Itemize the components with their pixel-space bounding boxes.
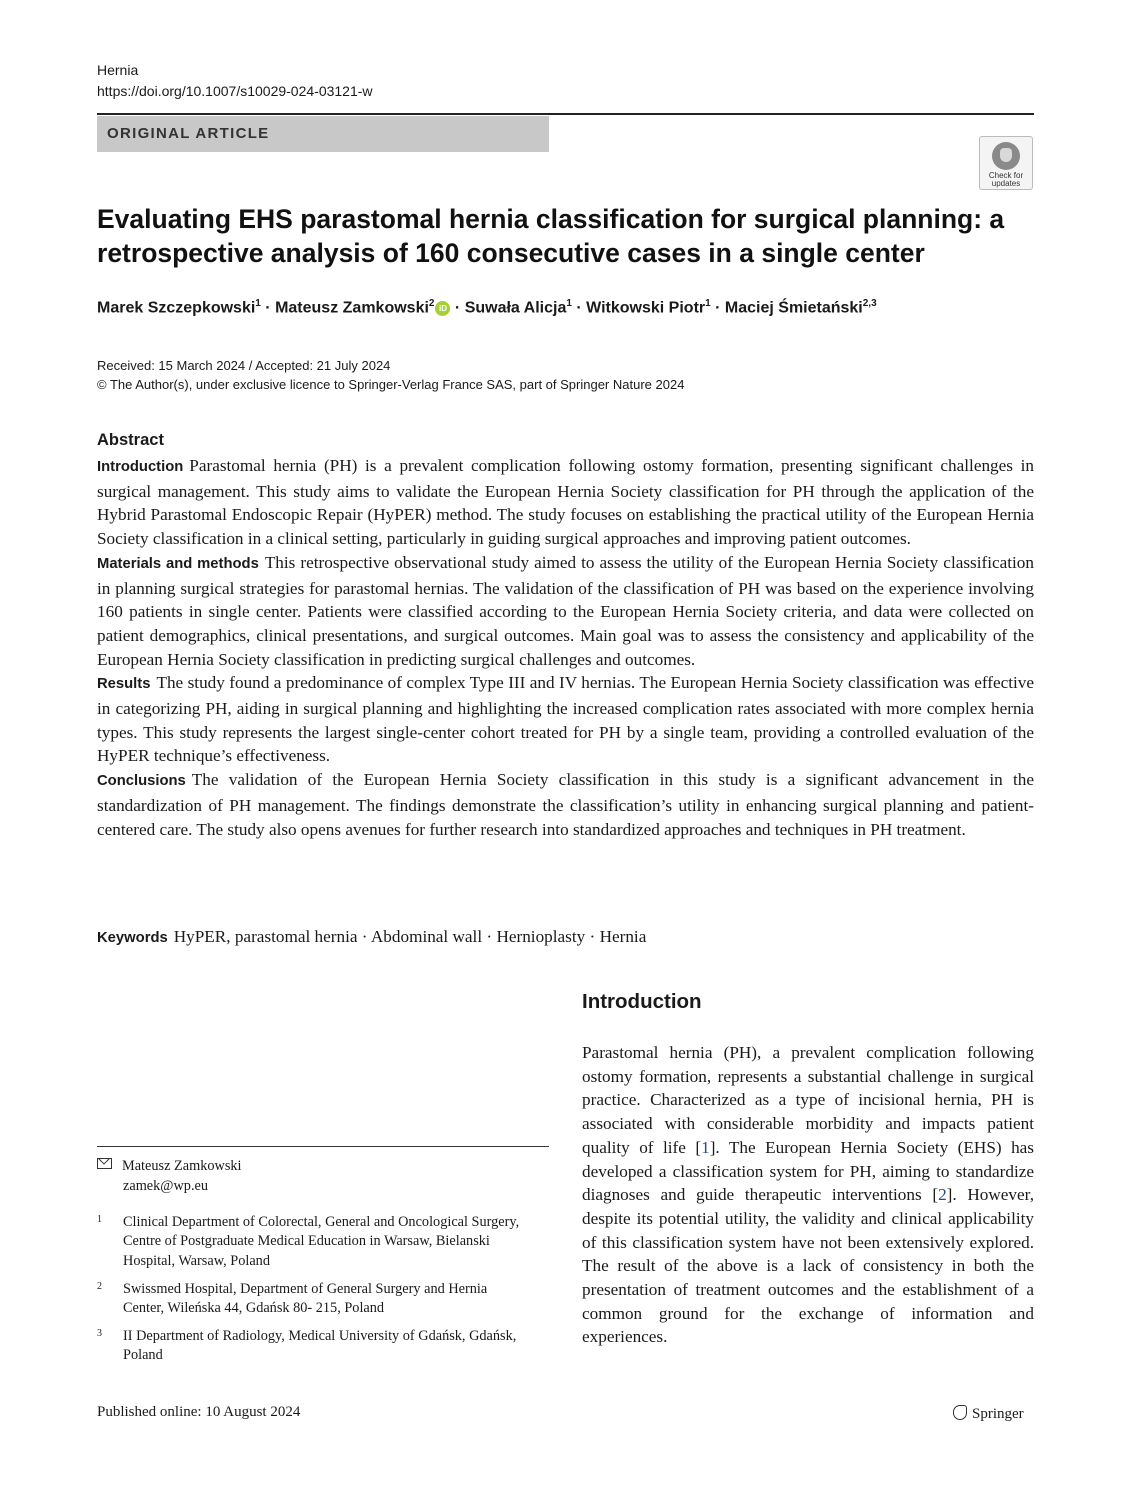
keyword: HyPER, parastomal hernia	[173, 927, 358, 946]
corresponding-author-name: Mateusz Zamkowski	[122, 1158, 242, 1174]
author-affiliation-mark: 1	[566, 298, 572, 309]
abstract-section-label: Results	[97, 676, 151, 693]
introduction-paragraph	[582, 1041, 1034, 1349]
abstract-section	[97, 671, 1034, 768]
abstract-section-label: Conclusions	[97, 773, 186, 790]
affiliation-text: II Department of Radiology, Medical University of Gdańsk, Gdańsk, Poland	[123, 1328, 517, 1364]
affiliation-number: 2	[97, 1281, 102, 1292]
article-title: Evaluating EHS parastomal hernia classification for surgical planning: a retrospective analysis of 160 consecutive cases in a single center	[97, 204, 1005, 268]
keyword-separator: ·	[585, 927, 600, 946]
keyword-separator: ·	[357, 927, 371, 946]
corresponding-author	[97, 1156, 242, 1196]
abstract-section	[97, 454, 1034, 551]
abstract-section-text: The validation of the European Hernia Society classification in this study is a significant advancement in the standardization of PH management. The findings demonstrate the classification’s utility in enhancing surgical planning and patient-centered care. The study also opens avenues for further research into standardized approaches and techniques in PH treatment.	[97, 770, 1034, 839]
abstract-section-text: Parastomal hernia (PH) is a prevalent complication following ostomy formation, presenting significant challenges in surgical management. This study aims to validate the European Hernia Society classification for PH through the application of the Hybrid Parastomal Endoscopic Repair (HyPER) method. The study focuses on establishing the practical utility of the European Hernia Society classification in a clinical setting, particularly in guiding surgical approaches and improving patient outcomes.	[97, 456, 1034, 549]
abstract-section-text: The study found a predominance of complex Type III and IV hernias. The European Hernia Society classification was effective in categorizing PH, aiding in surgical planning and highlighting the increased complication rates associated with more complex hernia types. This study represents the largest single-center cohort treated for PH by a single team, providing a controlled evaluation of the HyPER technique’s effectiveness.	[97, 673, 1034, 766]
bookmark-icon	[992, 142, 1020, 170]
abstract-section-text: This retrospective observational study aimed to assess the utility of the European Hernia Society classification in planning surgical strategies for parastomal hernias. The validation of the classification of PH was based on the experience involving 160 patients in single center. Patients were classified according to the European Hernia Society criteria, and data were collected on patient demographics, clinical presentations, and surgical outcomes. Main goal was to assess the consistency and applicability of the European Hernia Society classification in predicting surgical challenges and outcomes.	[97, 552, 1034, 669]
keyword: Hernioplasty	[496, 927, 586, 946]
introduction-heading: Introduction	[582, 990, 702, 1013]
author-affiliation-mark: 1	[255, 298, 261, 309]
abstract-heading: Abstract	[97, 431, 164, 449]
abstract-section	[97, 551, 1034, 672]
check-for-updates-label: Check for updates	[988, 171, 1024, 188]
keywords-label: Keywords	[97, 930, 168, 946]
affiliation-note	[97, 1327, 527, 1366]
citation-link[interactable]: 2	[938, 1185, 947, 1205]
affiliation-text: Clinical Department of Colorectal, General and Oncological Surgery, Centre of Postgraduate Medical Education in Warsaw, Bielanski Hospital, Warsaw, Poland	[123, 1214, 520, 1269]
keyword: Abdominal wall	[370, 927, 483, 946]
affiliation-note	[97, 1213, 527, 1271]
author-name[interactable]: Maciej Śmietański	[724, 299, 863, 317]
springer-logo	[953, 1405, 1024, 1423]
abstract-section	[97, 768, 1034, 841]
keywords-line	[97, 927, 646, 947]
copyright-notice: © The Author(s), under exclusive licence to Springer-Verlag France SAS, part of Springer Nature 2024	[97, 377, 685, 392]
envelope-icon	[97, 1158, 112, 1169]
introduction-text: ]. However, despite its potential utility, the validity and clinical applicability of this classification system have not been extensively explored. The result of the above is a lack of consistency in both the presentation of treatment outcomes and the establishment of a common ground for the exchange of information and experiences.	[582, 1185, 1034, 1347]
author-separator: ·	[450, 299, 465, 317]
affiliation-number: 1	[97, 1214, 102, 1225]
citation-link[interactable]: 1	[701, 1137, 710, 1157]
affiliation-note	[97, 1280, 527, 1319]
publisher-name: Springer	[972, 1406, 1024, 1422]
received-accepted-dates: Received: 15 March 2024 / Accepted: 21 July 2024	[97, 358, 391, 373]
article-type-banner	[97, 116, 549, 152]
author-name[interactable]: Mateusz Zamkowski	[275, 299, 429, 317]
author-list	[97, 298, 877, 317]
author-affiliation-mark: 2	[428, 298, 435, 309]
author-separator: ·	[571, 299, 587, 317]
springer-horse-icon	[953, 1405, 967, 1420]
keyword: Hernia	[599, 927, 647, 946]
footnote-rule	[97, 1146, 549, 1147]
author-name[interactable]: Witkowski Piotr	[586, 299, 706, 317]
author-separator: ·	[260, 299, 276, 317]
abstract-section-label: Materials and methods	[97, 555, 259, 572]
affiliation-text: Swissmed Hospital, Department of General Surgery and Hernia Center, Wileńska 44, Gdańsk 80- 215, Poland	[123, 1281, 488, 1317]
author-separator: ·	[710, 299, 725, 317]
author-affiliation-mark: 2,3	[862, 298, 877, 309]
author-name[interactable]: Suwała Alicja	[464, 299, 567, 317]
published-online-date: Published online: 10 August 2024	[97, 1404, 301, 1420]
keyword-separator: ·	[482, 927, 497, 946]
article-type-label: ORIGINAL ARTICLE	[107, 125, 270, 142]
orcid-icon[interactable]: iD	[435, 301, 450, 316]
check-for-updates-badge[interactable]	[979, 136, 1033, 190]
abstract-body	[97, 454, 1034, 841]
abstract-section-label: Introduction	[97, 459, 184, 475]
header-rule	[97, 113, 1034, 115]
corresponding-author-email[interactable]: zamek@wp.eu	[123, 1178, 209, 1194]
author-affiliation-mark: 1	[705, 298, 711, 309]
author-name[interactable]: Marek Szczepkowski	[97, 299, 256, 317]
journal-name: Hernia	[97, 62, 139, 78]
doi-link[interactable]: https://doi.org/10.1007/s10029-024-03121-w	[97, 83, 373, 99]
affiliation-number: 3	[97, 1328, 102, 1339]
introduction-text: Parastomal hernia (PH), a prevalent complication following ostomy formation, represents a substantial challenge in surgical practice. Characterized as a type of incisional hernia, PH is associated with considerable morbidity and impacts patient quality of life [	[582, 1043, 1034, 1157]
introduction-text: ]. The European Hernia Society (EHS) has developed a classification system for PH, aiming to standardize diagnoses and guide therapeutic interventions [	[582, 1137, 1034, 1205]
